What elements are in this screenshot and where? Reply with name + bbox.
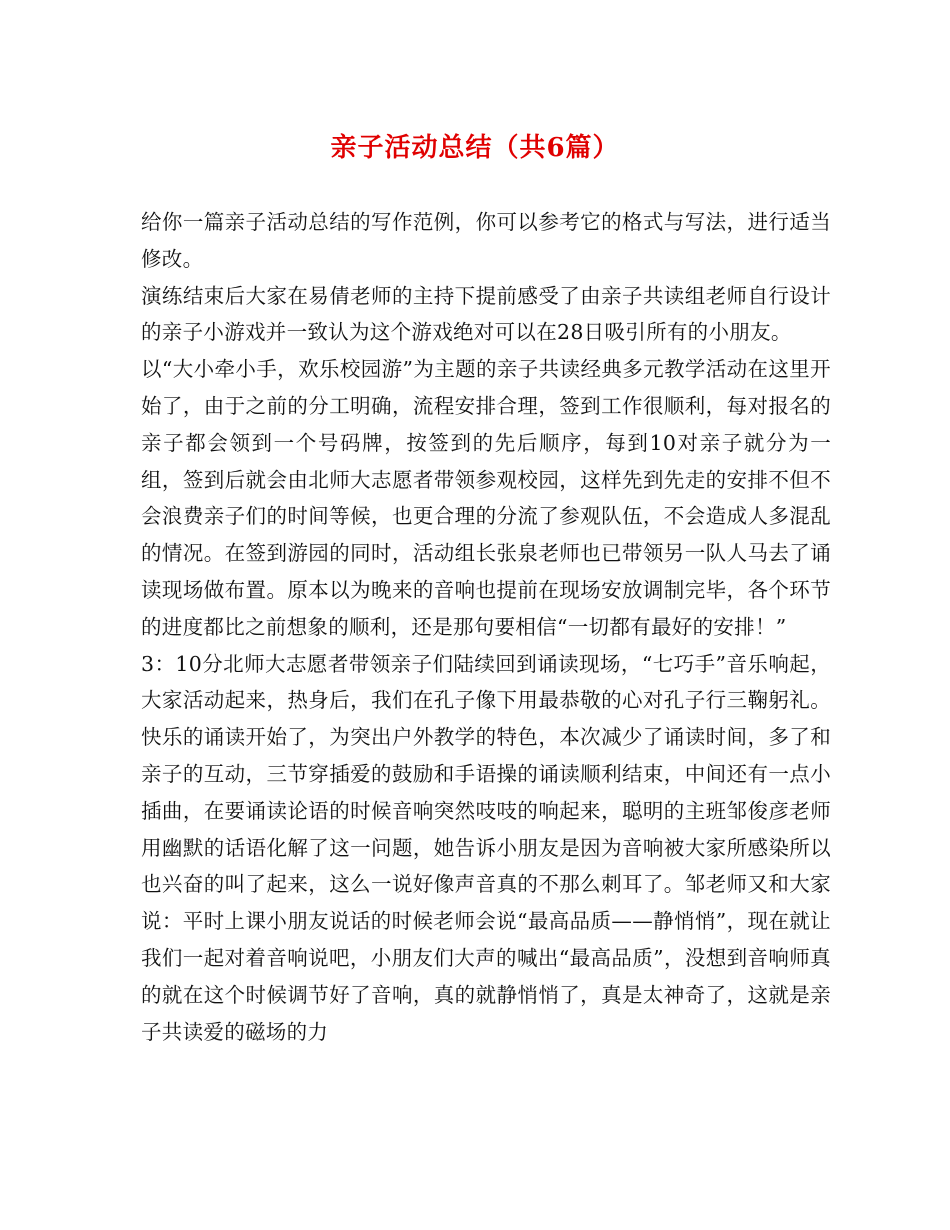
paragraph-rehearsal: 演练结束后大家在易倩老师的主持下提前感受了由亲子共读组老师自行设计的亲子小游戏并一致认为这个游戏绝对可以在28日吸引所有的小朋友。 [141,283,831,345]
document-title: 亲子活动总结（共6篇） [330,133,620,163]
paragraph-intro: 给你一篇亲子活动总结的写作范例，你可以参考它的格式与写法，进行适当修改。 [141,210,831,271]
paragraph-campus-tour: 以“大小牵小手，欢乐校园游”为主题的亲子共读经典多元教学活动在这里开始了，由于之前的分工明确，流程安排合理，签到工作很顺利，每对报名的亲子都会领到一个号码牌，按签到的先后顺序，每到10对亲子就分为一组，签到后就会由北师大志愿者带领参观校园，这样先到先走的安排不但不会浪费亲子们的时间等候，也更合理的分流了参观队伍，不会造成人多混乱的情况。在签到游园的同时，活动组长张泉老师也已带领另一队人马去了诵读现场做布置。原本以为晚来的音响也提前在现场安放调制完毕，各个环节的进度都比之前想象的顺利，还是那句要相信“一切都有最好的安排！” [141,357,831,639]
paragraph-reading-event: 3：10分北师大志愿者带领亲子们陆续回到诵读现场，“七巧手”音乐响起，大家活动起来，热身后，我们在孔子像下用最恭敬的心对孔子行三鞠躬礼。快乐的诵读开始了，为突出户外教学的特色，本次减少了诵读时间，多了和亲子的互动，三节穿插爱的鼓励和手语操的诵读顺利结束，中间还有一点小插曲，在要诵读论语的时候音响突然吱吱的响起来，聪明的主班邹俊彦老师用幽默的话语化解了这一问题，她告诉小朋友是因为音响被大家所感染所以也兴奋的叫了起来，这么一说好像声音真的不那么刺耳了。邹老师又和大家说：平时上课小朋友说话的时候老师会说“最高品质——静悄悄”，现在就让我们一起对着音响说吧，小朋友们大声的喊出“最高品质”，没想到音响师真的就在这个时候调节好了音响，真的就静悄悄了，真是太神奇了，这就是亲子共读爱的磁场的力 [141,651,831,1044]
document-body [141,204,831,1050]
